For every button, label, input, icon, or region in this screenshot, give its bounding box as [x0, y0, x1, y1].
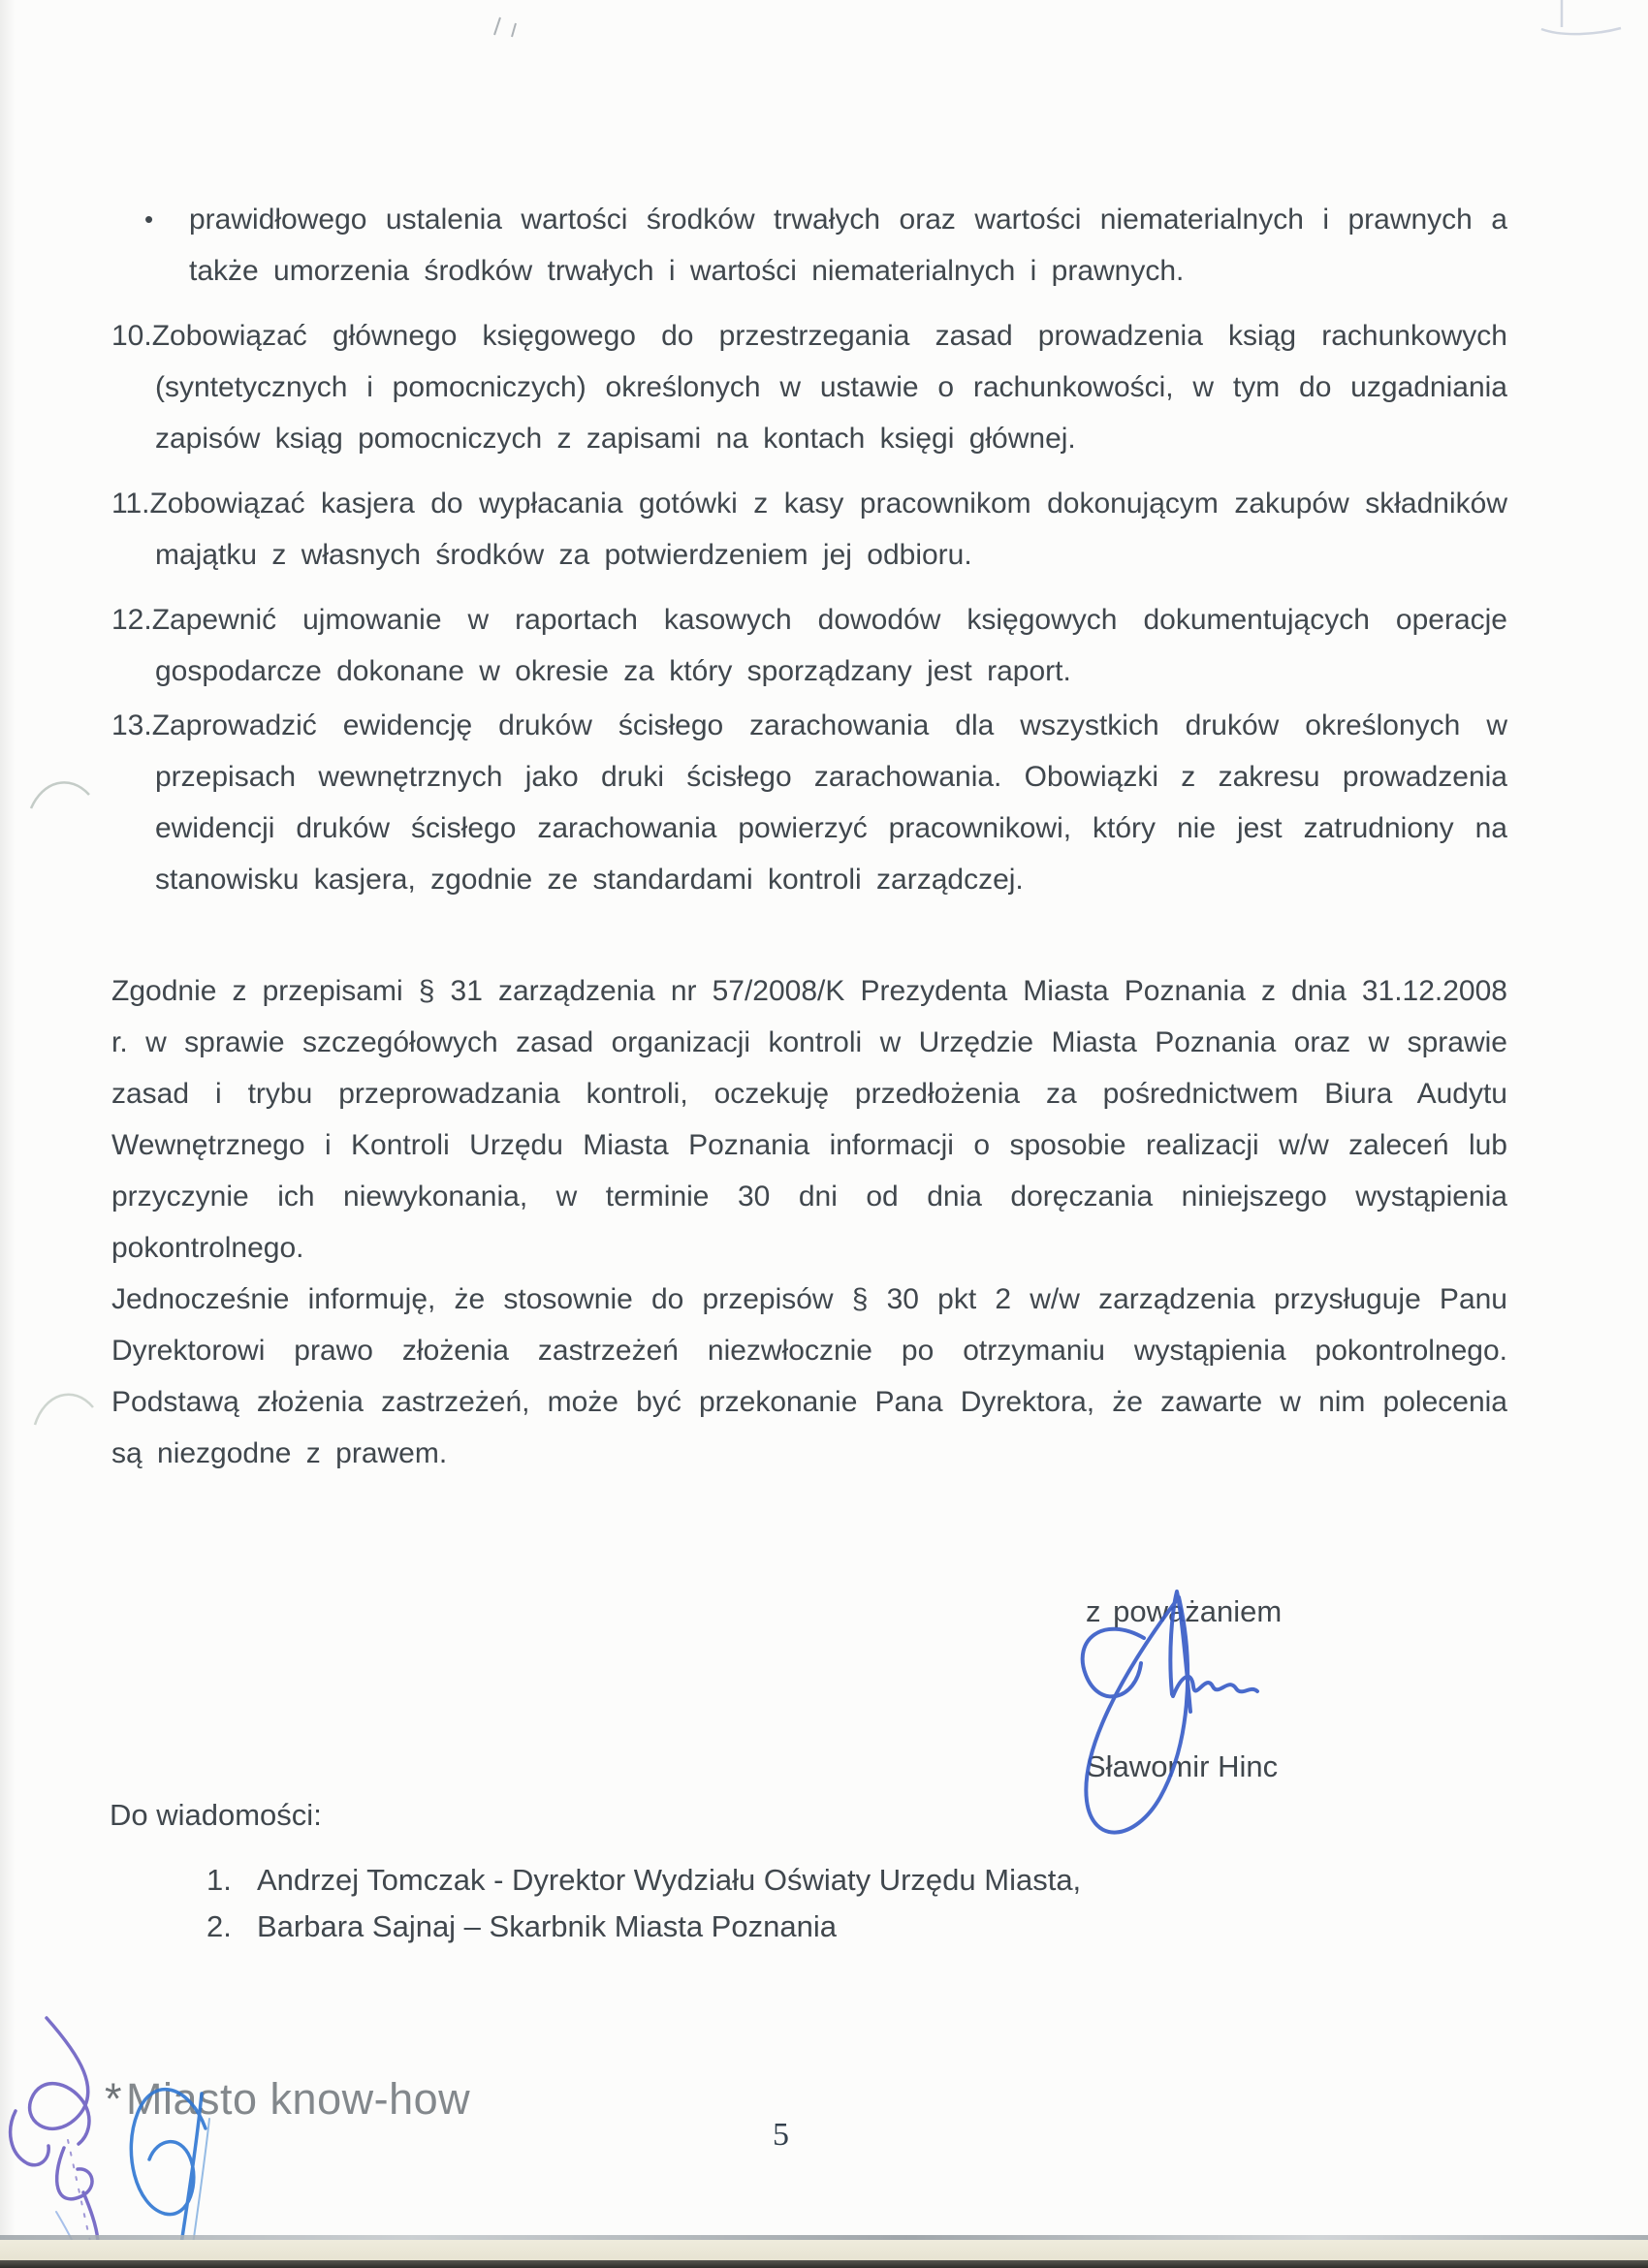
numbered-item-13 [111, 700, 1507, 905]
page-number: 5 [773, 2117, 789, 2153]
item-number: 10. [111, 320, 152, 352]
item-number: 13. [111, 709, 152, 741]
left-margin-arc-1 [31, 782, 89, 808]
numbered-item-10 [111, 310, 1507, 464]
numbered-item-11 [111, 478, 1507, 581]
closing-paragraphs [111, 965, 1507, 1479]
document-body [111, 194, 1507, 1479]
body-paragraph-1: Zgodnie z przepisami § 31 zarządzenia nr 57/2008/K Prezydenta Miasta Poznania z dnia 31.12.2008 r. w sprawie szczegółowych zasad organizacji kontroli w Urzędzie Miasta Poznania oraz w sprawie zasad i trybu przeprowadzania kontroli, oczekuję przedłożenia za pośrednictwem Biura Audytu Wewnętrznego i Kontroli Urzędu Miasta Poznania informacji o sposobie realizacji w/w zaleceń lub przyczynie ich niewykonania, w terminie 30 dni od dnia doręczania niniejszego wystąpienia pokontrolnego. [111, 975, 1507, 1264]
bullet-marker: • [144, 205, 154, 234]
distribution-item-number: 2. [206, 1909, 232, 1943]
stray-ink-ticks [494, 17, 516, 37]
item-text: Zapewnić ujmowanie w raportach kasowych dowodów księgowych dokumentujących operacje gospodarcze dokonane w okresie za który sporządzany jest raport. [151, 604, 1507, 687]
logo-text: Miasto know-how [126, 2074, 471, 2124]
item-text: Zobowiązać kasjera do wypłacania gotówki z kasy pracownikom dokonującym zakupów składników majątku z własnych środków za potwierdzeniem jej odbioru. [149, 488, 1507, 571]
item-text: Zobowiązać głównego księgowego do przestrzegania zasad prowadzenia ksiąg rachunkowych (syntetycznych i pomocniczych) określonych w ustawie o rachunkowości, w tym do uzgadniania zapisów ksiąg pomocniczych z zapisami na kontach księgi głównej. [151, 320, 1507, 455]
body-paragraph-2: Jednocześnie informuję, że stosownie do przepisów § 30 pkt 2 w/w zarządzenia przysługuje Panu Dyrektorowi prawo złożenia zastrzeżeń niezwłocznie po otrzymaniu wystąpienia pokontrolnego. Podstawą złożenia zastrzeżeń, może być przekonanie Pana Dyrektora, że zawarte w nim polecenia są niezgodne z prawem. [111, 1283, 1507, 1469]
pen-scribble-purple [11, 2018, 99, 2258]
numbered-item-12 [111, 594, 1507, 697]
distribution-item-number: 1. [206, 1863, 232, 1897]
scan-edge-dark [0, 2260, 1648, 2268]
distribution-label: Do wiadomości: [110, 1798, 322, 1832]
distribution-item [206, 1857, 1081, 1904]
scan-edge-beige [0, 2240, 1648, 2260]
closing-salutation: z poważaniem [1086, 1594, 1283, 1628]
left-margin-arc-2 [35, 1395, 93, 1425]
item-number: 12. [111, 604, 152, 636]
distribution-list [206, 1857, 1081, 1950]
scan-left-shading [0, 0, 16, 2268]
signer-name: Sławomir Hinc [1086, 1749, 1279, 1783]
item-text: Zaprowadzić ewidencję druków ścisłego zarachowania dla wszystkich druków określonych w przepisach wewnętrznych jako druki ścisłego zarachowania. Obowiązki z zakresu prowadzenia ewidencji druków ścisłego zarachowania powierzyć pracownikowi, który nie jest zatrudniony na stanowisku kasjera, zgodnie ze standardami kontroli zarządczej. [151, 709, 1507, 896]
distribution-item-text: Barbara Sajnaj – Skarbnik Miasta Poznania [257, 1909, 837, 1943]
footer-logo [105, 2074, 470, 2125]
bullet-list-item [111, 194, 1507, 297]
logo-asterisk: * [105, 2074, 123, 2124]
distribution-item-text: Andrzej Tomczak - Dyrektor Wydziału Oświaty Urzędu Miasta, [257, 1863, 1082, 1897]
item-number: 11. [111, 488, 150, 520]
corner-fold-mark [1541, 0, 1621, 34]
distribution-item [206, 1904, 1081, 1950]
bullet-item-text: prawidłowego ustalenia wartości środków trwałych oraz wartości niematerialnych i prawnych a także umorzenia środków trwałych i wartości niematerialnych i prawnych. [189, 204, 1507, 287]
